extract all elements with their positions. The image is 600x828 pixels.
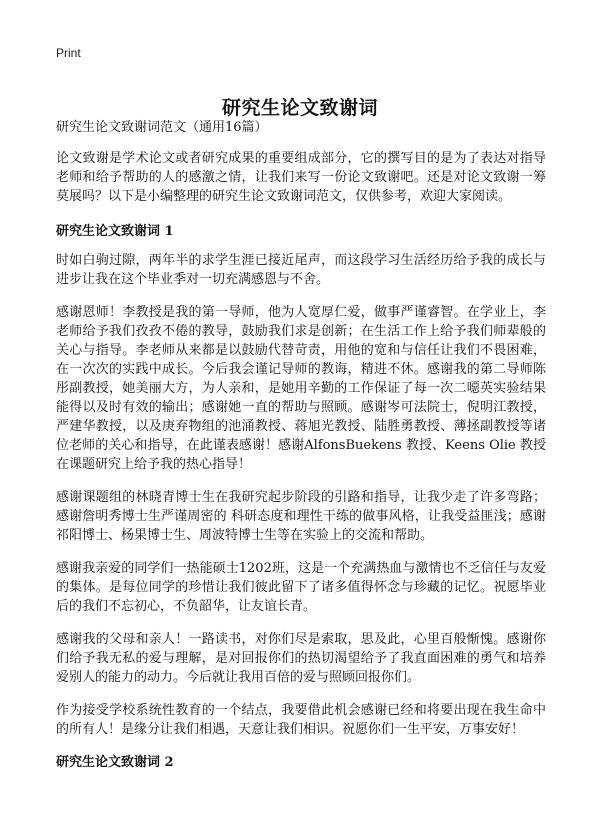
section-heading-2: 研究生论文致谢词 2	[56, 755, 174, 770]
intro-paragraph: 论文致谢是学术论文或者研究成果的重要组成部分，它的撰写目的是为了表达对指导老师和给予帮助的人的感激之情，让我们来写一份论文致谢吧。还是对论文致谢一筹莫展吗？以下是小编整理的研究生论文致谢词范文，仅供参考，欢迎大家阅读。	[56, 151, 546, 204]
section-1-paragraph-6: 作为接受学校系统性教育的一个结点，我要借此机会感谢已经和将要出现在我生命中的所有人！是缘分让我们相遇，天意让我们相识。祝愿你们一生平安，万事安好！	[56, 703, 546, 737]
section-1-paragraph-3: 感谢课题组的林晓青博士生在我研究起步阶段的引路和指导，让我少走了许多弯路；感谢詹明秀博士生严谨周密的 科研态度和理性干练的做事风格，让我受益匪浅；感谢祁阳博士、杨果博士生、周波特博士生等在实验上的交流和帮助。	[56, 490, 546, 543]
section-1-paragraph-2: 感谢恩师！李教授是我的第一导师，他为人宽厚仁爱，做事严谨睿智。在学业上，李老师给予我们孜孜不倦的教导，鼓励我们求是创新；在生活工作上给予我们师辈般的关心与指导。李老师从来都是以鼓励代替苛责，用他的宽和与信任让我们不畏困难，在一次次的实践中成长。今后我会谨记导师的教诲，精进不休。感谢我的第二导师陈彤副教授，她美丽大方，为人亲和，是她用辛勤的工作保证了每一次二噁英实验结果能得以及时有效的输出；感谢她一直的帮助与照顾。感谢岑可法院士，倪明江教授，严建华教授，以及庚弃物组的池涌教授、蒋旭光教授、陆胜勇教授、薄拯副教授等诸位老师的关心和指导，在此谨表感谢！感谢AlfonsBuekens 教授、Keens Olie 教授在课题研究上给予我的热心指导！	[56, 305, 546, 472]
section-heading-1: 研究生论文致谢词 1	[56, 224, 174, 239]
page-title: 研究生论文致谢词	[221, 96, 378, 119]
article-body	[56, 118, 546, 782]
section-1-paragraph-1: 时如白驹过隙，两年半的求学生涯已接近尾声，而这段学习生活经历给予我的成长与进步让我在这个毕业季对一切充满感恩与不舍。	[56, 253, 546, 287]
article-subtitle: 研究生论文致谢词范文（通用16篇）	[56, 120, 268, 135]
section-1-paragraph-4: 感谢我亲爱的同学们一热能硕士1202班，这是一个充满热血与激情也不乏信任与友爱的集体。是每位同学的珍惜让我们彼此留下了诸多值得怀念与珍藏的记忆。祝愿毕业后的我们不忘初心，不负韶华，让友谊长青。	[56, 561, 546, 614]
section-1-paragraph-5: 感谢我的父母和亲人！一路读书，对你们尽是索取，思及此，心里百般惭愧。感谢你们给予我无私的爱与理解，是对回报你们的热切渴望给予了我直面困难的勇气和培养爱别人的能力的动力。今后就让我用百倍的爱与照顾回报你们。	[56, 632, 546, 685]
print-link[interactable]: Print	[56, 46, 81, 60]
